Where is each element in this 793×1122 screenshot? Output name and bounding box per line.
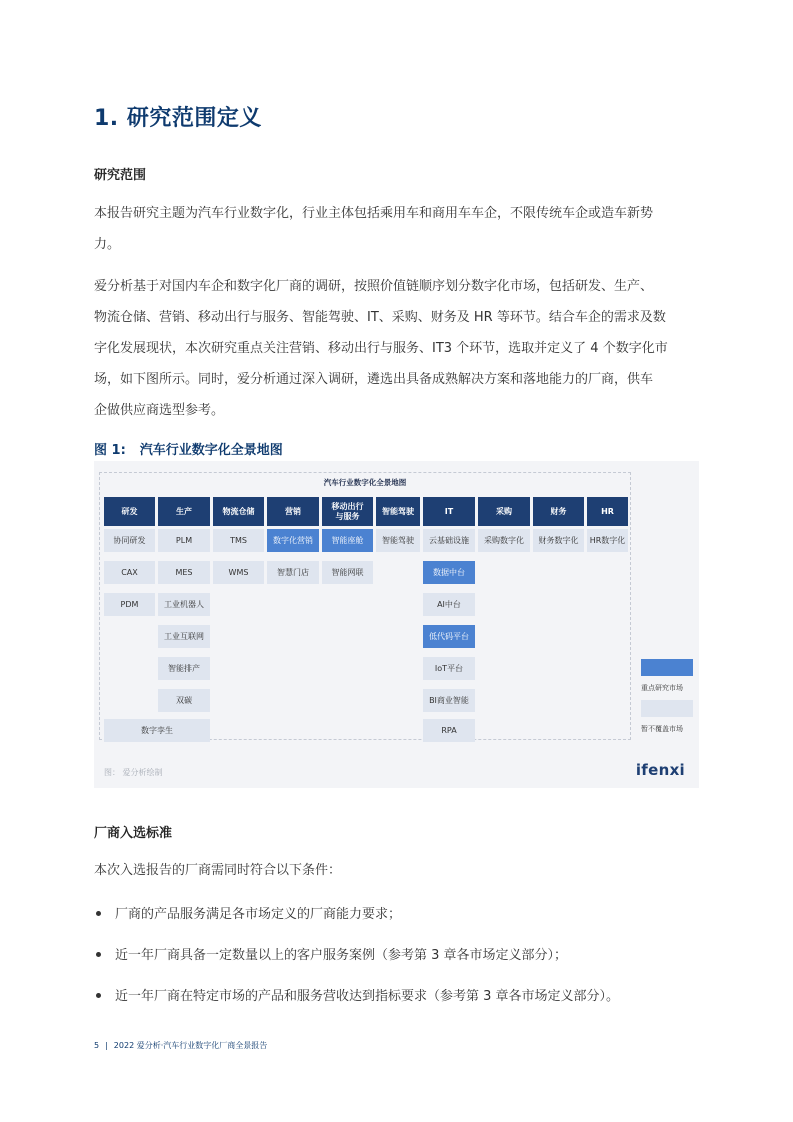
ifenxi-logo: ifenxi <box>635 761 685 779</box>
market-cell: 双碳 <box>158 689 210 712</box>
market-cell: IoT平台 <box>423 657 475 680</box>
footer-separator: | <box>105 1041 108 1050</box>
paragraph-method <box>94 271 704 426</box>
bullet-icon <box>96 993 101 998</box>
market-cell: CAX <box>104 561 155 584</box>
market-cell: MES <box>158 561 210 584</box>
paragraph-topic <box>94 198 704 260</box>
market-cell-focus: 数据中台 <box>423 561 475 584</box>
landscape-figure <box>94 461 699 788</box>
footer-text: 2022 爱分析·汽车行业数字化厂商全景报告 <box>113 1041 268 1050</box>
legend-not-covered-label: 暂不覆盖市场 <box>641 725 683 733</box>
market-cell: TMS <box>213 529 264 552</box>
market-cell-digital-twin: 数字孪生 <box>104 719 210 742</box>
page-footer <box>94 1040 267 1051</box>
market-cell: BI商业智能 <box>423 689 475 712</box>
section-heading-criteria: 厂商入选标准 <box>94 826 173 841</box>
header-hr: HR <box>587 497 628 526</box>
market-cell: 智慧门店 <box>267 561 319 584</box>
header-mobility: 移动出行 与服务 <box>322 497 373 526</box>
header-autodrive: 智能驾驶 <box>376 497 420 526</box>
paragraph-line: 本报告研究主题为汽车行业数字化，行业主体包括乘用车和商用车车企，不限传统车企或造车新势 <box>94 206 654 221</box>
paragraph-line: 力。 <box>94 237 121 252</box>
figure-source: 图： 爱分析绘制 <box>104 768 163 777</box>
list-item: 近一年厂商在特定市场的产品和服务营收达到指标要求（参考第 3 章各市场定义部分）。 <box>94 985 619 1004</box>
market-cell: 智能网联 <box>322 561 373 584</box>
header-logistics: 物流仓储 <box>213 497 264 526</box>
landscape-map-frame <box>99 472 631 740</box>
bullet-icon <box>96 911 101 916</box>
paragraph-line: 场，如下图所示。同时，爱分析通过深入调研，遴选出具备成熟解决方案和落地能力的厂商，供车 <box>94 372 654 387</box>
market-cell: 采购数字化 <box>478 529 530 552</box>
header-procurement: 采购 <box>478 497 530 526</box>
list-item: 近一年厂商具备一定数量以上的客户服务案例（参考第 3 章各市场定义部分）； <box>94 944 567 963</box>
market-cell-focus: 低代码平台 <box>423 625 475 648</box>
landscape-map-title: 汽车行业数字化全景地图 <box>100 477 630 488</box>
legend-focus-label: 重点研究市场 <box>641 684 683 692</box>
market-cell: 智能排产 <box>158 657 210 680</box>
market-cell: HR数字化 <box>587 529 628 552</box>
legend-focus-swatch <box>641 659 693 676</box>
page-number: 5 <box>94 1041 100 1050</box>
market-cell: RPA <box>423 719 475 742</box>
paragraph-line: 字化发展现状，本次研究重点关注营销、移动出行与服务、IT3 个环节，选取并定义了 4 个数字化市 <box>94 341 668 356</box>
header-finance: 财务 <box>533 497 584 526</box>
paragraph-line: 企做供应商选型参考。 <box>94 403 225 418</box>
market-cell: AI中台 <box>423 593 475 616</box>
figure-caption <box>94 439 283 458</box>
header-it: IT <box>423 497 475 526</box>
figure-caption-title: 汽车行业数字化全景地图 <box>139 443 283 458</box>
market-cell: PLM <box>158 529 210 552</box>
market-cell-focus: 数字化营销 <box>267 529 319 552</box>
market-cell: WMS <box>213 561 264 584</box>
market-cell-focus: 智能座舱 <box>322 529 373 552</box>
header-production: 生产 <box>158 497 210 526</box>
criteria-intro: 本次入选报告的厂商需同时符合以下条件： <box>94 863 342 878</box>
header-marketing: 营销 <box>267 497 319 526</box>
bullet-icon <box>96 952 101 957</box>
market-cell: 智能驾驶 <box>376 529 420 552</box>
market-cell: 工业互联网 <box>158 625 210 648</box>
market-cell: 财务数字化 <box>533 529 584 552</box>
market-cell: PDM <box>104 593 155 616</box>
list-item: 厂商的产品服务满足各市场定义的厂商能力要求； <box>94 903 401 922</box>
section-heading-scope: 研究范围 <box>94 168 147 183</box>
figure-caption-label: 图 1: <box>94 443 126 458</box>
market-cell: 云基础设施 <box>423 529 475 552</box>
market-cell: 工业机器人 <box>158 593 210 616</box>
header-rd: 研发 <box>104 497 155 526</box>
market-cell: 协同研发 <box>104 529 155 552</box>
paragraph-line: 爱分析基于对国内车企和数字化厂商的调研，按照价值链顺序划分数字化市场，包括研发、生产、 <box>94 279 654 294</box>
legend-not-covered-swatch <box>641 700 693 717</box>
paragraph-line: 物流仓储、营销、移动出行与服务、智能驾驶、IT、采购、财务及 HR 等环节。结合车企的需求及数 <box>94 310 666 325</box>
page-title: 1. 研究范围定义 <box>94 106 262 131</box>
